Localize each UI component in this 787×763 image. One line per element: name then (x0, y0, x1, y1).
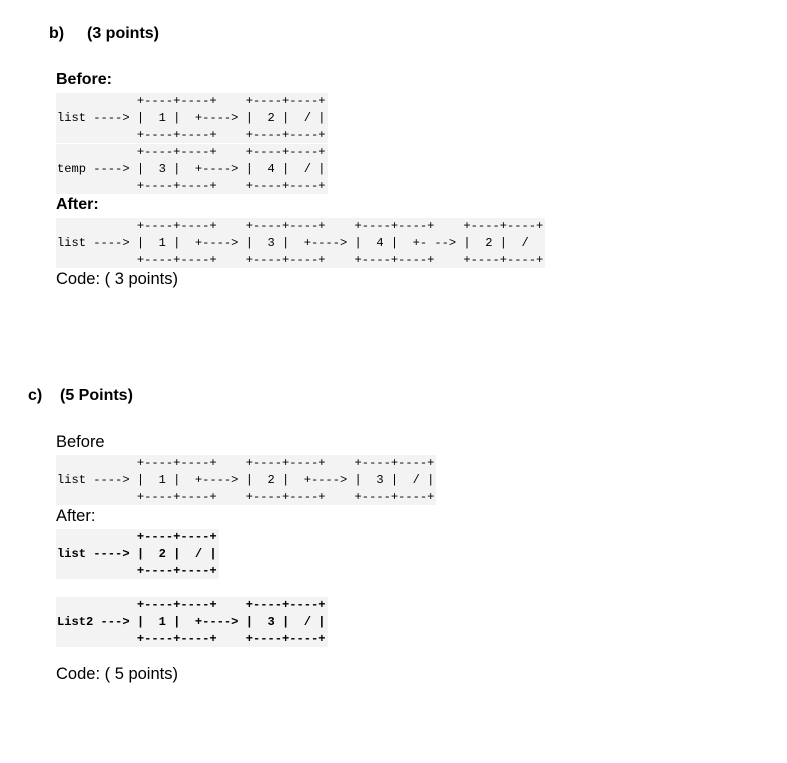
part-b-letter: b) (49, 25, 65, 42)
part-c-after-label: After: (56, 507, 96, 525)
part-b-after-label: After: (56, 196, 99, 213)
part-b-before-temp-diagram: +----+----+ +----+----+ temp ----> | 3 | +----> | 4 | / | +----+----+ +----+----+ (57, 145, 326, 193)
part-c-heading (28, 387, 133, 405)
part-c-before-diagram: +----+----+ +----+----+ +----+----+ list ----> | 1 | +----> | 2 | +----> | 3 | / | +----+----+ +----+----+ +----+----+ (57, 456, 435, 504)
part-b-heading (49, 25, 159, 43)
part-c-code-label: Code: ( 5 points) (56, 665, 178, 683)
part-c-after-list2-diagram: +----+----+ +----+----+ List2 ---> | 1 | +----> | 3 | / | +----+----+ +----+----+ (57, 598, 326, 646)
part-b-before-label: Before: (56, 71, 113, 88)
part-b-after-diagram: +----+----+ +----+----+ +----+----+ +----+----+ list ----> | 1 | +----> | 3 | +----> | 4 | +- --> | 2 | / +----+----+ +----+----+ +----+----+ +----+----+ (57, 219, 544, 267)
part-b-points: (3 points) (87, 25, 159, 42)
part-b-code-label: Code: ( 3 points) (56, 270, 178, 288)
part-c-before-label: Before (56, 433, 105, 451)
part-c-points: (5 Points) (60, 387, 133, 404)
part-b-before-list-diagram: +----+----+ +----+----+ list ----> | 1 | +----> | 2 | / | +----+----+ +----+----+ (57, 94, 326, 142)
part-c-after-list-diagram: +----+----+ list ----> | 2 | / | +----+----+ (57, 530, 217, 578)
part-c-letter: c) (28, 387, 43, 404)
